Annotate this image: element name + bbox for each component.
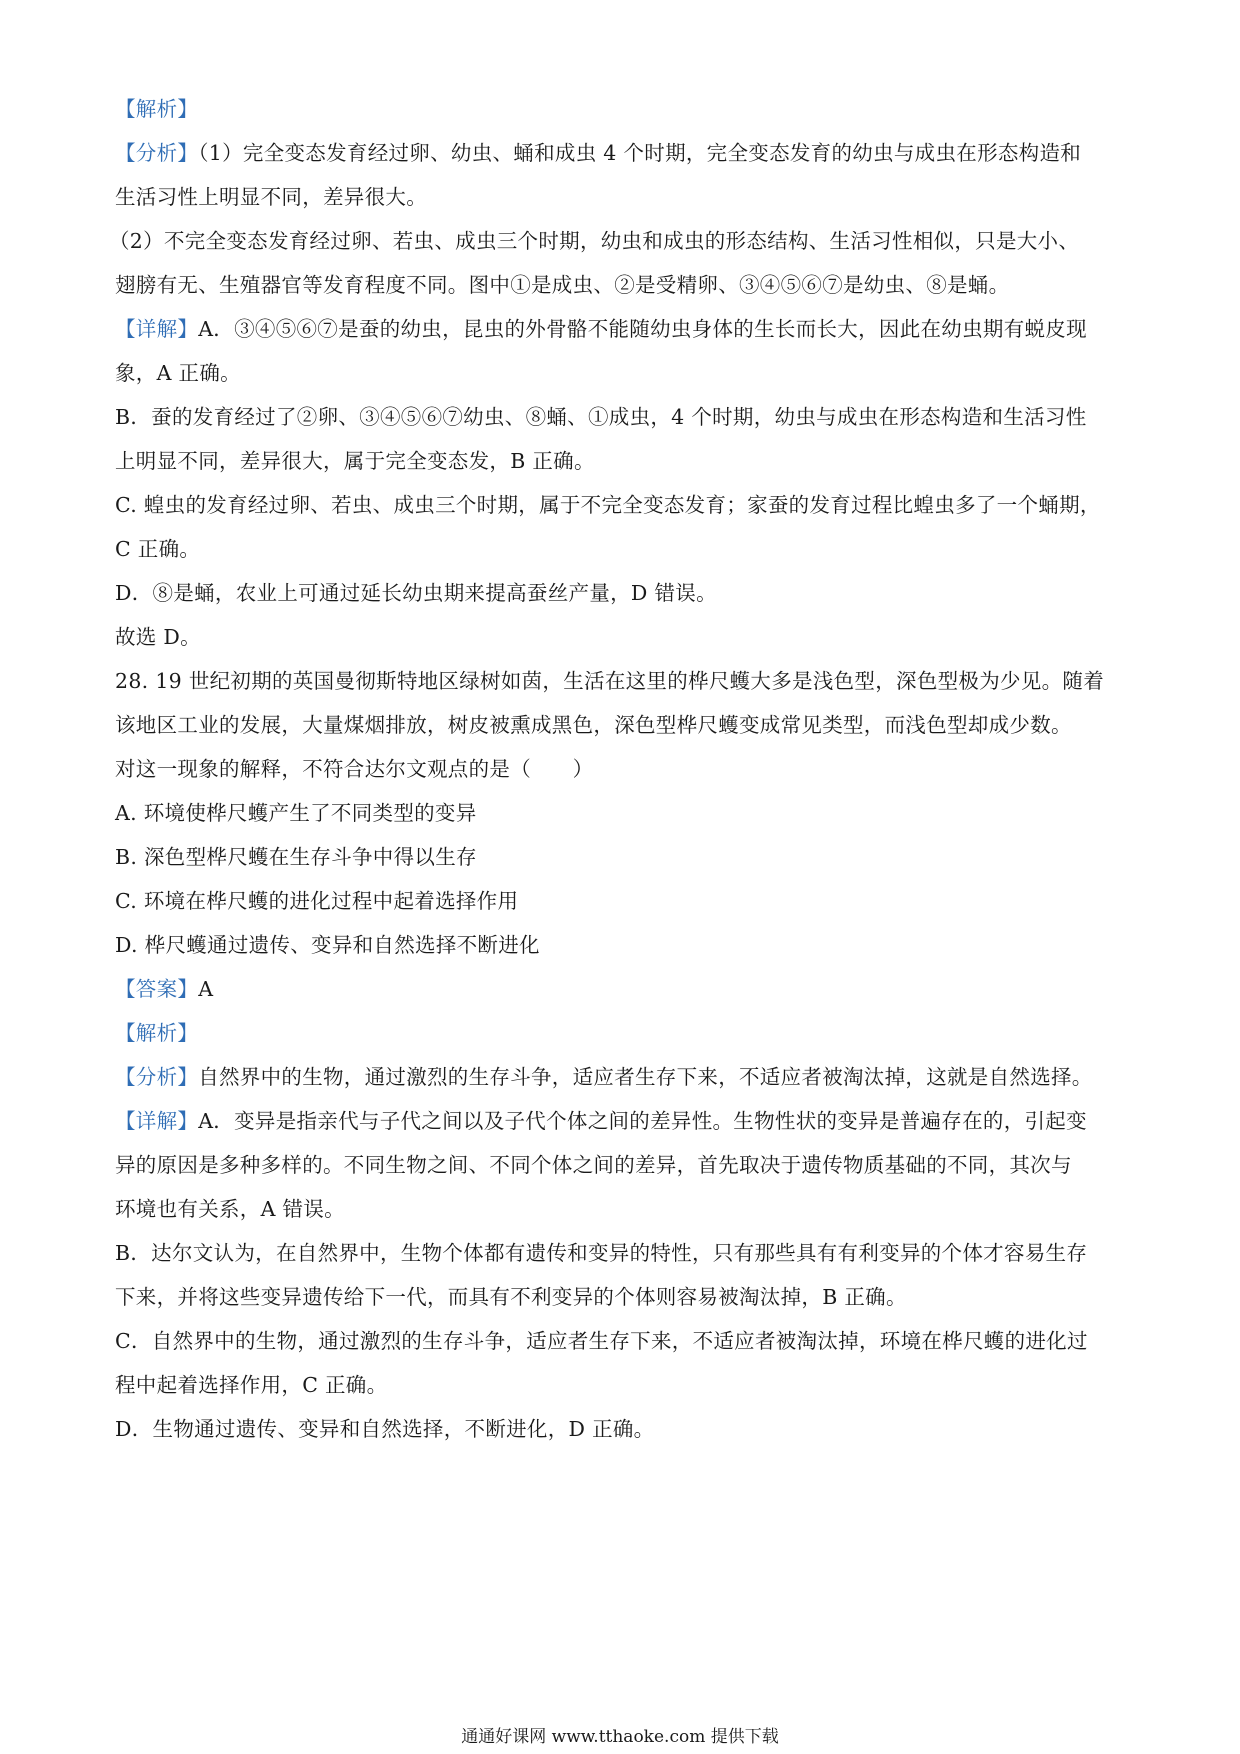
option-b-explanation-line: B．达尔文认为，在自然界中，生物个体都有遗传和变异的特性，只有那些具有有利变异的个体才容易生存 bbox=[115, 1241, 1088, 1265]
jiexi-tag: 【解析】 bbox=[115, 97, 199, 121]
fenxi-text-line: 生活习性上明显不同，差异很大。 bbox=[115, 185, 427, 209]
answer-value: A bbox=[198, 977, 214, 1001]
conclusion-line: 故选 D。 bbox=[115, 625, 201, 649]
option-c-explanation-line: C．自然界中的生物，通过激烈的生存斗争，适应者生存下来，不适应者被淘汰掉，环境在桦尺蠖的进化过 bbox=[115, 1329, 1088, 1353]
fenxi-text-line: 翅膀有无、生殖器官等发育程度不同。图中①是成虫、②是受精卵、③④⑤⑥⑦是幼虫、⑧是蛹。 bbox=[115, 273, 1010, 297]
answer-line bbox=[115, 976, 213, 1002]
xiangjie-text: A．③④⑤⑥⑦是蚕的幼虫，昆虫的外骨骼不能随幼虫身体的生长而长大，因此在幼虫期有蜕皮现 bbox=[198, 317, 1087, 341]
fenxi-tag: 【分析】 bbox=[115, 1065, 199, 1089]
option-c-explanation-line: 程中起着选择作用，C 正确。 bbox=[115, 1373, 388, 1397]
option-d-explanation-line: D．⑧是蛹，农业上可通过延长幼虫期来提高蚕丝产量，D 错误。 bbox=[115, 581, 717, 605]
xiangjie-tag: 【详解】 bbox=[115, 1109, 199, 1133]
fenxi-paragraph-line bbox=[115, 1064, 1093, 1090]
xiangjie-text-line: 象，A 正确。 bbox=[115, 361, 241, 385]
option-c: C. 环境在桦尺蠖的进化过程中起着选择作用 bbox=[115, 889, 519, 913]
xiangjie-paragraph-line bbox=[115, 316, 1087, 342]
fenxi-text: 自然界中的生物，通过激烈的生存斗争，适应者生存下来，不适应者被淘汰掉，这就是自然选择。 bbox=[198, 1065, 1093, 1089]
jiexi-tag: 【解析】 bbox=[115, 1021, 199, 1045]
option-d: D. 桦尺蠖通过遗传、变异和自然选择不断进化 bbox=[115, 933, 540, 957]
option-c-explanation-line: C. 蝗虫的发育经过卵、若虫、成虫三个时期，属于不完全变态发育；家蚕的发育过程比蝗虫多了一个蛹期， bbox=[115, 493, 1101, 517]
question-stem-line: 对这一现象的解释，不符合达尔文观点的是（ ） bbox=[115, 757, 594, 781]
fenxi-text-line: （2）不完全变态发育经过卵、若虫、成虫三个时期，幼虫和成虫的形态结构、生活习性相似，只是大小、 bbox=[109, 229, 1080, 253]
option-b: B. 深色型桦尺蠖在生存斗争中得以生存 bbox=[115, 845, 477, 869]
option-b-explanation-line: 下来，并将这些变异遗传给下一代，而具有不利变异的个体则容易被淘汰掉，B 正确。 bbox=[115, 1285, 907, 1309]
daan-tag: 【答案】 bbox=[115, 977, 199, 1001]
xiangjie-tag: 【详解】 bbox=[115, 317, 199, 341]
option-c-explanation-line: C 正确。 bbox=[115, 537, 201, 561]
question-stem-line: 28. 19 世纪初期的英国曼彻斯特地区绿树如茵，生活在这里的桦尺蠖大多是浅色型，深色型极为少见。随着 bbox=[115, 669, 1105, 693]
fenxi-tag: 【分析】 bbox=[115, 141, 199, 165]
fenxi-text: （1）完全变态发育经过卵、幼虫、蛹和成虫 4 个时期，完全变态发育的幼虫与成虫在形态构造和 bbox=[198, 141, 1082, 165]
xiangjie-paragraph-line bbox=[115, 1108, 1087, 1134]
page-footer: 通通好课网 www.tthaoke.com 提供下载 bbox=[461, 1727, 779, 1747]
option-b-explanation-line: B．蚕的发育经过了②卵、③④⑤⑥⑦幼虫、⑧蛹、①成虫，4 个时期，幼虫与成虫在形态构造和生活习性 bbox=[115, 405, 1087, 429]
option-b-explanation-line: 上明显不同，差异很大，属于完全变态发，B 正确。 bbox=[115, 449, 595, 473]
jiexi-heading bbox=[115, 1020, 198, 1046]
xiangjie-text-line: 异的原因是多种多样的。不同生物之间、不同个体之间的差异，首先取决于遗传物质基础的不同，其次与 bbox=[115, 1153, 1072, 1177]
question-stem-line: 该地区工业的发展，大量煤烟排放，树皮被熏成黑色，深色型桦尺蠖变成常见类型，而浅色型却成少数。 bbox=[115, 713, 1072, 737]
xiangjie-text: A．变异是指亲代与子代之间以及子代个体之间的差异性。生物性状的变异是普遍存在的，引起变 bbox=[198, 1109, 1087, 1133]
jiexi-heading bbox=[115, 96, 198, 122]
option-a: A. 环境使桦尺蠖产生了不同类型的变异 bbox=[115, 801, 477, 825]
option-d-explanation-line: D．生物通过遗传、变异和自然选择，不断进化，D 正确。 bbox=[115, 1417, 655, 1441]
fenxi-paragraph-line bbox=[115, 140, 1081, 166]
xiangjie-text-line: 环境也有关系，A 错误。 bbox=[115, 1197, 345, 1221]
